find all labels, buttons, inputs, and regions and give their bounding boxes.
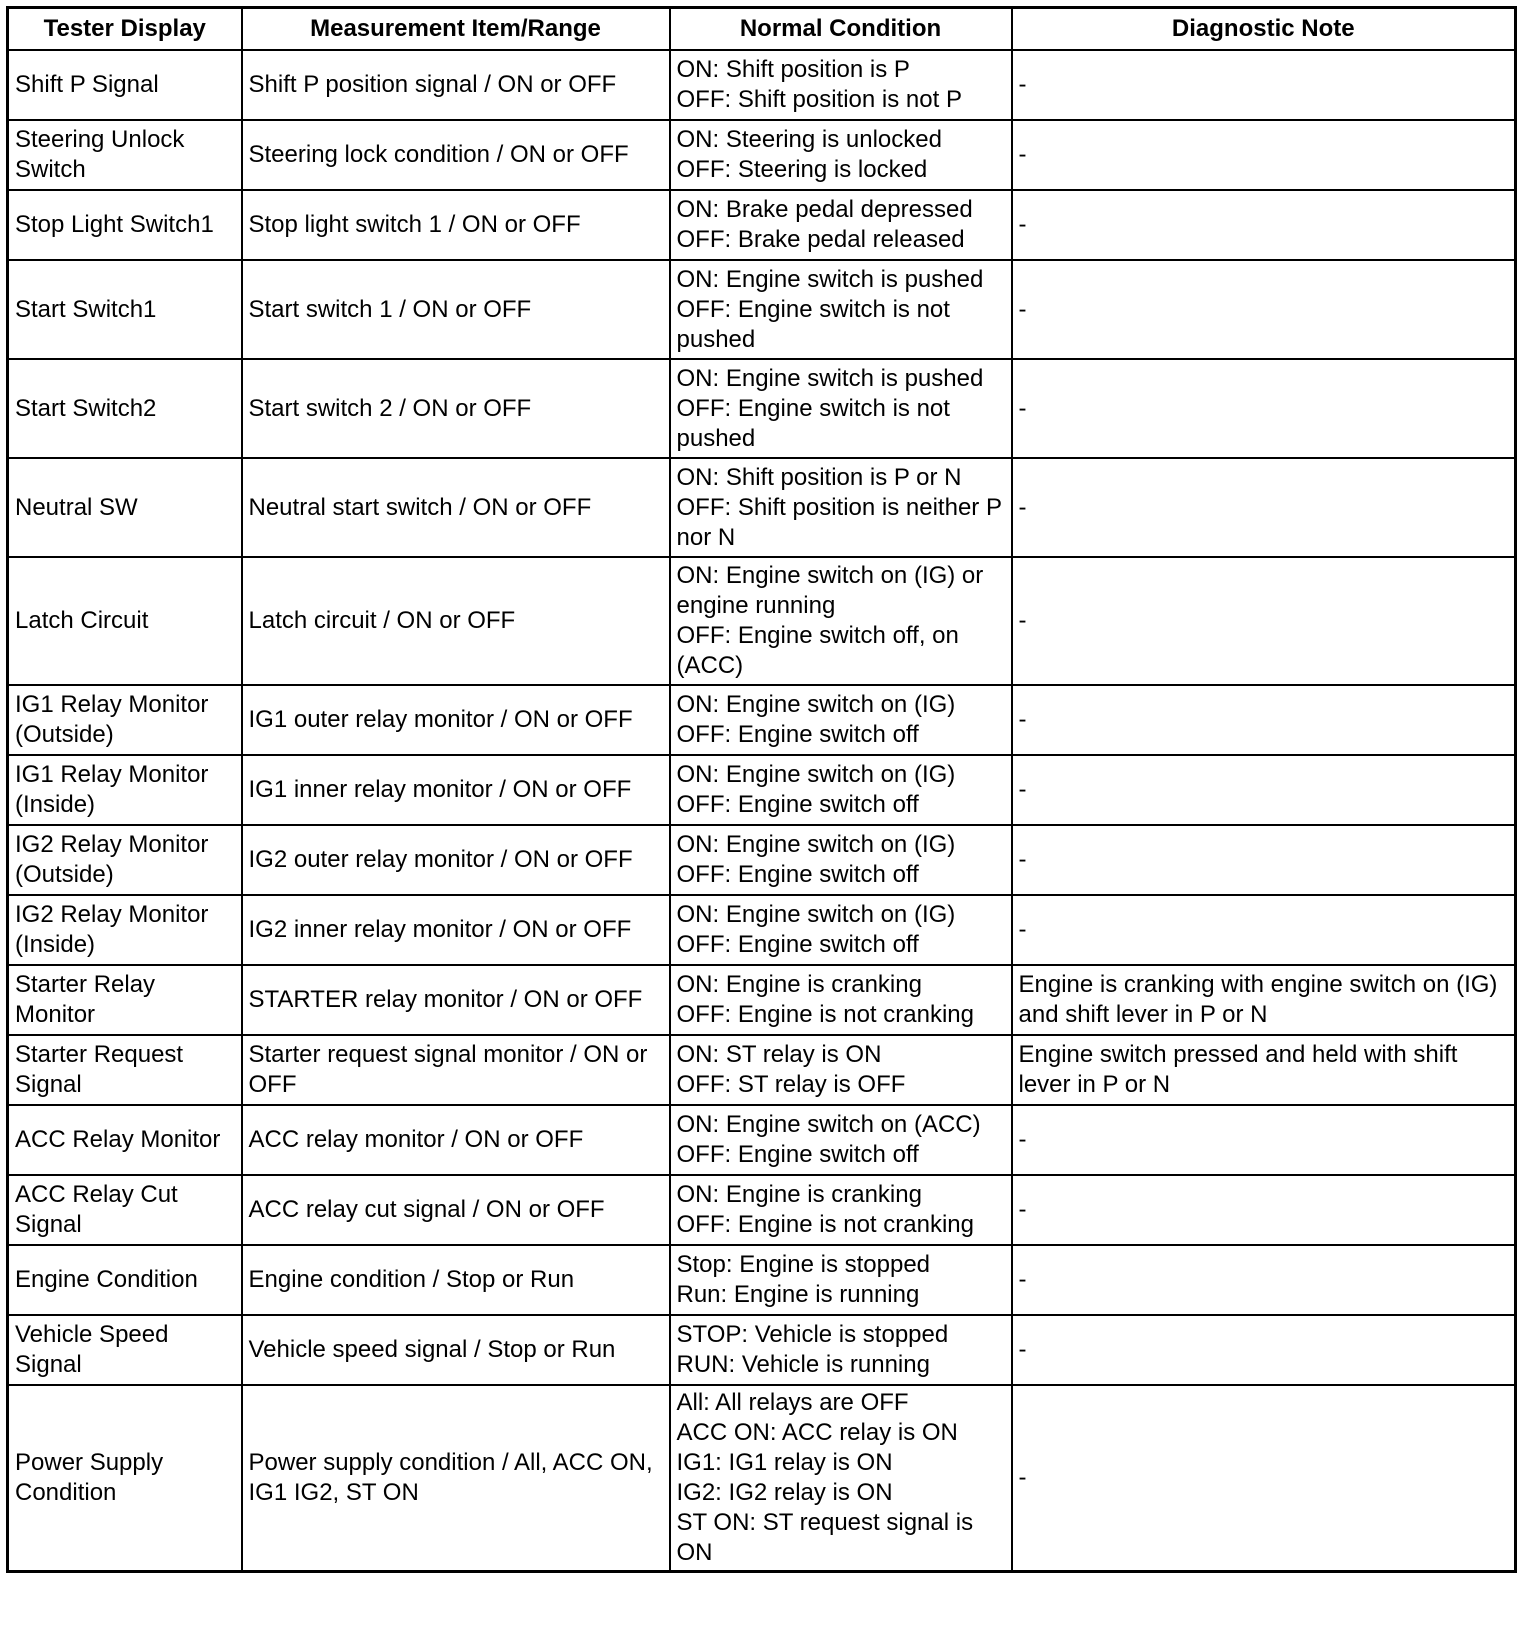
diagnostic-note-cell: - xyxy=(1012,1245,1516,1315)
measurement-item-cell: Start switch 1 / ON or OFF xyxy=(242,260,670,359)
table-row xyxy=(8,1385,1516,1572)
measurement-item-cell: STARTER relay monitor / ON or OFF xyxy=(242,965,670,1035)
tester-display-cell: IG1 Relay Monitor (Inside) xyxy=(8,755,242,825)
tester-display-cell: ACC Relay Monitor xyxy=(8,1105,242,1175)
measurement-item-cell: IG2 outer relay monitor / ON or OFF xyxy=(242,825,670,895)
diagnostic-note-cell: Engine is cranking with engine switch on (IG) and shift lever in P or N xyxy=(1012,965,1516,1035)
normal-condition-cell: ON: Shift position is P OFF: Shift position is not P xyxy=(670,50,1012,120)
measurement-item-cell: IG2 inner relay monitor / ON or OFF xyxy=(242,895,670,965)
measurement-item-cell: Power supply condition / All, ACC ON, IG1 IG2, ST ON xyxy=(242,1385,670,1572)
tester-display-cell: Stop Light Switch1 xyxy=(8,190,242,260)
tester-display-cell: Start Switch1 xyxy=(8,260,242,359)
diagnostic-note-cell: - xyxy=(1012,359,1516,458)
measurement-item-cell: Stop light switch 1 / ON or OFF xyxy=(242,190,670,260)
tester-display-cell: Steering Unlock Switch xyxy=(8,120,242,190)
tester-display-cell: Neutral SW xyxy=(8,458,242,557)
normal-condition-cell: ON: Engine switch on (IG) or engine running OFF: Engine switch off, on (ACC) xyxy=(670,557,1012,685)
normal-condition-cell: STOP: Vehicle is stopped RUN: Vehicle is running xyxy=(670,1315,1012,1385)
normal-condition-cell: ON: ST relay is ON OFF: ST relay is OFF xyxy=(670,1035,1012,1105)
tester-display-cell: Starter Request Signal xyxy=(8,1035,242,1105)
measurement-item-cell: Vehicle speed signal / Stop or Run xyxy=(242,1315,670,1385)
measurement-item-cell: Latch circuit / ON or OFF xyxy=(242,557,670,685)
table-row xyxy=(8,1315,1516,1385)
table-row xyxy=(8,825,1516,895)
table-body xyxy=(8,50,1516,1572)
tester-display-cell: Engine Condition xyxy=(8,1245,242,1315)
diagnostic-note-cell: - xyxy=(1012,50,1516,120)
diagnostic-note-cell: - xyxy=(1012,260,1516,359)
header-measurement-item: Measurement Item/Range xyxy=(242,8,670,51)
tester-display-cell: Latch Circuit xyxy=(8,557,242,685)
table-row xyxy=(8,895,1516,965)
measurement-item-cell: IG1 inner relay monitor / ON or OFF xyxy=(242,755,670,825)
header-diagnostic-note: Diagnostic Note xyxy=(1012,8,1516,51)
measurement-item-cell: Engine condition / Stop or Run xyxy=(242,1245,670,1315)
measurement-item-cell: ACC relay cut signal / ON or OFF xyxy=(242,1175,670,1245)
normal-condition-cell: ON: Engine switch on (IG) OFF: Engine switch off xyxy=(670,895,1012,965)
table-row xyxy=(8,965,1516,1035)
table-row xyxy=(8,1175,1516,1245)
normal-condition-cell: ON: Engine switch on (IG) OFF: Engine switch off xyxy=(670,755,1012,825)
diagnostic-note-cell: - xyxy=(1012,895,1516,965)
normal-condition-cell: ON: Steering is unlocked OFF: Steering is locked xyxy=(670,120,1012,190)
table-row xyxy=(8,1245,1516,1315)
header-normal-condition: Normal Condition xyxy=(670,8,1012,51)
normal-condition-cell: ON: Engine switch is pushed OFF: Engine switch is not pushed xyxy=(670,359,1012,458)
tester-display-cell: IG1 Relay Monitor (Outside) xyxy=(8,685,242,755)
table-row xyxy=(8,50,1516,120)
normal-condition-cell: ON: Engine is cranking OFF: Engine is not cranking xyxy=(670,1175,1012,1245)
table-row xyxy=(8,1035,1516,1105)
tester-display-cell: Shift P Signal xyxy=(8,50,242,120)
tester-display-cell: IG2 Relay Monitor (Outside) xyxy=(8,825,242,895)
data-table xyxy=(6,6,1517,1573)
tester-display-cell: IG2 Relay Monitor (Inside) xyxy=(8,895,242,965)
normal-condition-cell: ON: Engine switch on (IG) OFF: Engine switch off xyxy=(670,685,1012,755)
normal-condition-cell: ON: Brake pedal depressed OFF: Brake pedal released xyxy=(670,190,1012,260)
table-row xyxy=(8,755,1516,825)
measurement-item-cell: Neutral start switch / ON or OFF xyxy=(242,458,670,557)
diagnostic-note-cell: - xyxy=(1012,1385,1516,1572)
table-row xyxy=(8,359,1516,458)
table-row xyxy=(8,685,1516,755)
table-row xyxy=(8,190,1516,260)
table-row xyxy=(8,557,1516,685)
diagnostic-note-cell: - xyxy=(1012,190,1516,260)
diagnostic-note-cell: Engine switch pressed and held with shift lever in P or N xyxy=(1012,1035,1516,1105)
diagnostic-note-cell: - xyxy=(1012,1315,1516,1385)
diagnostic-note-cell: - xyxy=(1012,755,1516,825)
tester-display-cell: Start Switch2 xyxy=(8,359,242,458)
measurement-item-cell: Shift P position signal / ON or OFF xyxy=(242,50,670,120)
tester-display-cell: Vehicle Speed Signal xyxy=(8,1315,242,1385)
table-row xyxy=(8,1105,1516,1175)
normal-condition-cell: ON: Engine switch is pushed OFF: Engine switch is not pushed xyxy=(670,260,1012,359)
diagnostic-note-cell: - xyxy=(1012,458,1516,557)
tester-display-cell: ACC Relay Cut Signal xyxy=(8,1175,242,1245)
tester-display-cell: Power Supply Condition xyxy=(8,1385,242,1572)
diagnostic-note-cell: - xyxy=(1012,685,1516,755)
diagnostic-note-cell: - xyxy=(1012,825,1516,895)
normal-condition-cell: ON: Engine switch on (ACC) OFF: Engine switch off xyxy=(670,1105,1012,1175)
diagnostic-note-cell: - xyxy=(1012,557,1516,685)
table-row xyxy=(8,260,1516,359)
normal-condition-cell: ON: Shift position is P or N OFF: Shift position is neither P nor N xyxy=(670,458,1012,557)
measurement-item-cell: Starter request signal monitor / ON or OFF xyxy=(242,1035,670,1105)
table-row xyxy=(8,458,1516,557)
diagnostic-note-cell: - xyxy=(1012,1105,1516,1175)
tester-display-cell: Starter Relay Monitor xyxy=(8,965,242,1035)
normal-condition-cell: Stop: Engine is stopped Run: Engine is running xyxy=(670,1245,1012,1315)
measurement-item-cell: ACC relay monitor / ON or OFF xyxy=(242,1105,670,1175)
normal-condition-cell: All: All relays are OFF ACC ON: ACC relay is ON IG1: IG1 relay is ON IG2: IG2 relay is ON ST ON: ST request signal is ON xyxy=(670,1385,1012,1572)
table-row xyxy=(8,120,1516,190)
measurement-item-cell: Steering lock condition / ON or OFF xyxy=(242,120,670,190)
diagnostic-note-cell: - xyxy=(1012,120,1516,190)
header-tester-display: Tester Display xyxy=(8,8,242,51)
measurement-item-cell: IG1 outer relay monitor / ON or OFF xyxy=(242,685,670,755)
normal-condition-cell: ON: Engine is cranking OFF: Engine is not cranking xyxy=(670,965,1012,1035)
measurement-item-cell: Start switch 2 / ON or OFF xyxy=(242,359,670,458)
normal-condition-cell: ON: Engine switch on (IG) OFF: Engine switch off xyxy=(670,825,1012,895)
header-row xyxy=(8,8,1516,51)
diagnostic-note-cell: - xyxy=(1012,1175,1516,1245)
